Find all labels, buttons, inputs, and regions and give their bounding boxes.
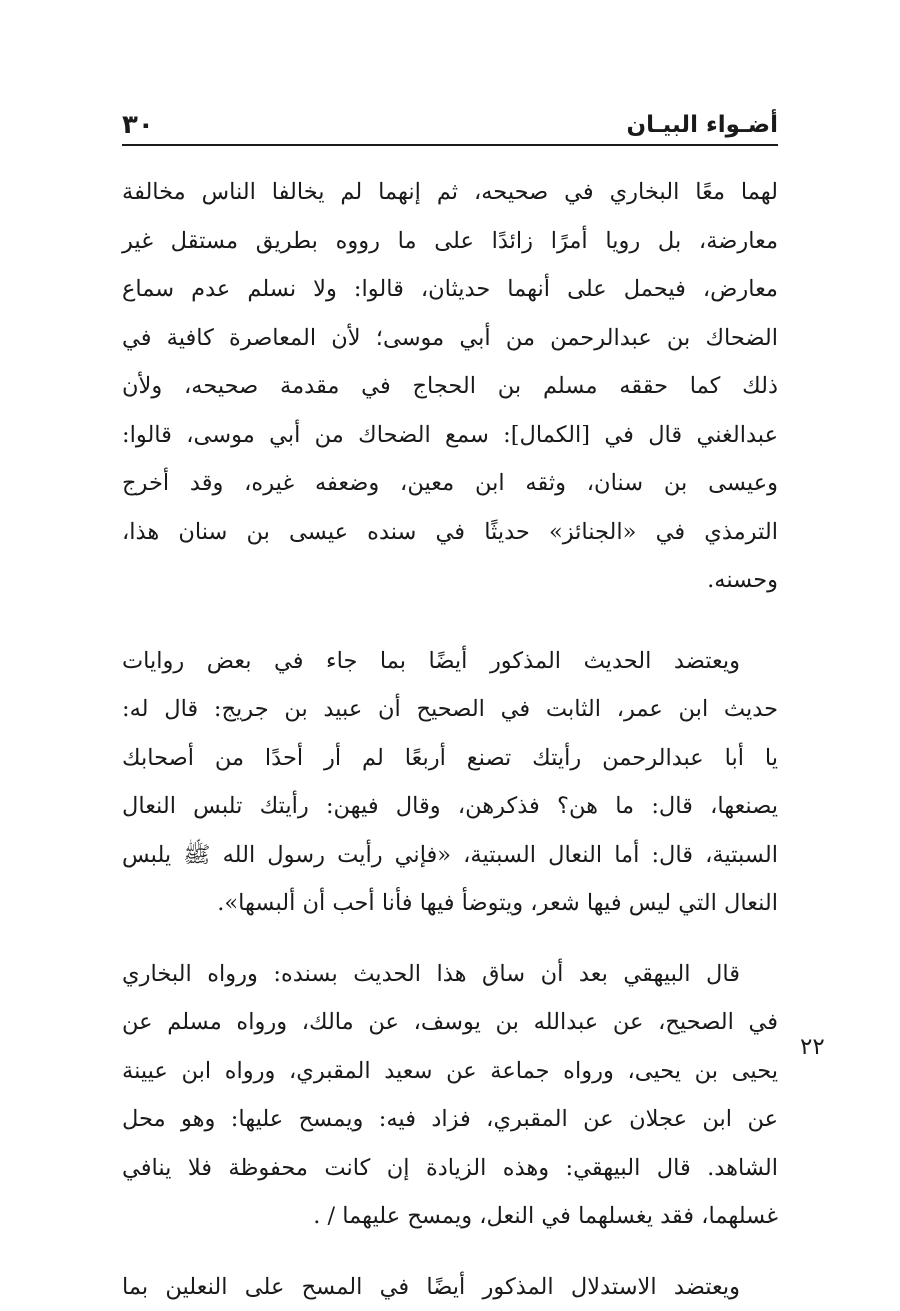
running-title: أضـواء البيـان bbox=[627, 108, 778, 142]
paragraph-2 bbox=[122, 637, 778, 928]
text-line: يحيى بن يحيى، ورواه جماعة عن سعيد المقبري، ورواه ابن عيينة bbox=[122, 1047, 778, 1096]
text-line: عبدالغني قال في [الكمال]: سمع الضحاك من أبي موسى، قالوا: bbox=[122, 411, 778, 460]
text-line: لهما معًا البخاري في صحيحه، ثم إنهما لم يخالفا الناس مخالفة bbox=[122, 168, 778, 217]
text-line: في الصحيح، عن عبدالله بن يوسف، عن مالك، ورواه مسلم عن bbox=[122, 998, 778, 1047]
text-line: وعيسى بن سنان، وثقه ابن معين، وضعفه غيره، وقد أخرج bbox=[122, 459, 778, 508]
paragraph-3 bbox=[122, 950, 778, 1241]
text-line: الترمذي في «الجنائز» حديثًا في سنده عيسى بن سنان هذا، bbox=[122, 508, 778, 557]
paragraph-1 bbox=[122, 168, 778, 605]
text-line: وحسنه. bbox=[122, 556, 778, 605]
text-line: غسلهما، فقد يغسلهما في النعل، ويمسح عليهما / . bbox=[122, 1192, 778, 1241]
page-number: ٣٠ bbox=[122, 108, 154, 142]
text-line: قال البيهقي بعد أن ساق هذا الحديث بسنده: ورواه البخاري bbox=[122, 950, 778, 999]
text-line: ويعتضد الحديث المذكور أيضًا بما جاء في بعض روايات bbox=[122, 637, 778, 686]
text-line: يصنعها، قال: ما هن؟ فذكرهن، وقال فيهن: رأيتك تلبس النعال bbox=[122, 782, 778, 831]
page-body bbox=[122, 168, 778, 1311]
text-line: حديث ابن عمر، الثابت في الصحيح أن عبيد بن جريج: قال له: bbox=[122, 685, 778, 734]
paragraph-4 bbox=[122, 1263, 778, 1311]
text-line: السبتية، قال: أما النعال السبتية، «فإني رأيت رسول الله ﷺ يلبس bbox=[122, 831, 778, 880]
page-header bbox=[122, 108, 778, 146]
text-line: الشاهد. قال البيهقي: وهذه الزيادة إن كانت محفوظة فلا ينافي bbox=[122, 1144, 778, 1193]
margin-page-reference: ٢٢ bbox=[800, 1034, 825, 1060]
text-line: ذلك كما حققه مسلم بن الحجاج في مقدمة صحيحه، ولأن bbox=[122, 362, 778, 411]
text-line: معارض، فيحمل على أنهما حديثان، قالوا: ولا نسلم عدم سماع bbox=[122, 265, 778, 314]
text-line: عن ابن عجلان عن المقبري، فزاد فيه: ويمسح عليها: وهو محل bbox=[122, 1095, 778, 1144]
text-line: معارضة، بل رويا أمرًا زائدًا على ما رووه بطريق مستقل غير bbox=[122, 217, 778, 266]
text-line: النعال التي ليس فيها شعر، ويتوضأ فيها فأنا أحب أن ألبسها». bbox=[122, 879, 778, 928]
text-line: ويعتضد الاستدلال المذكور أيضًا في المسح على النعلين بما bbox=[122, 1263, 778, 1311]
text-line: الضحاك بن عبدالرحمن من أبي موسى؛ لأن المعاصرة كافية في bbox=[122, 314, 778, 363]
text-line: يا أبا عبدالرحمن رأيتك تصنع أربعًا لم أر أحدًا من أصحابك bbox=[122, 734, 778, 783]
